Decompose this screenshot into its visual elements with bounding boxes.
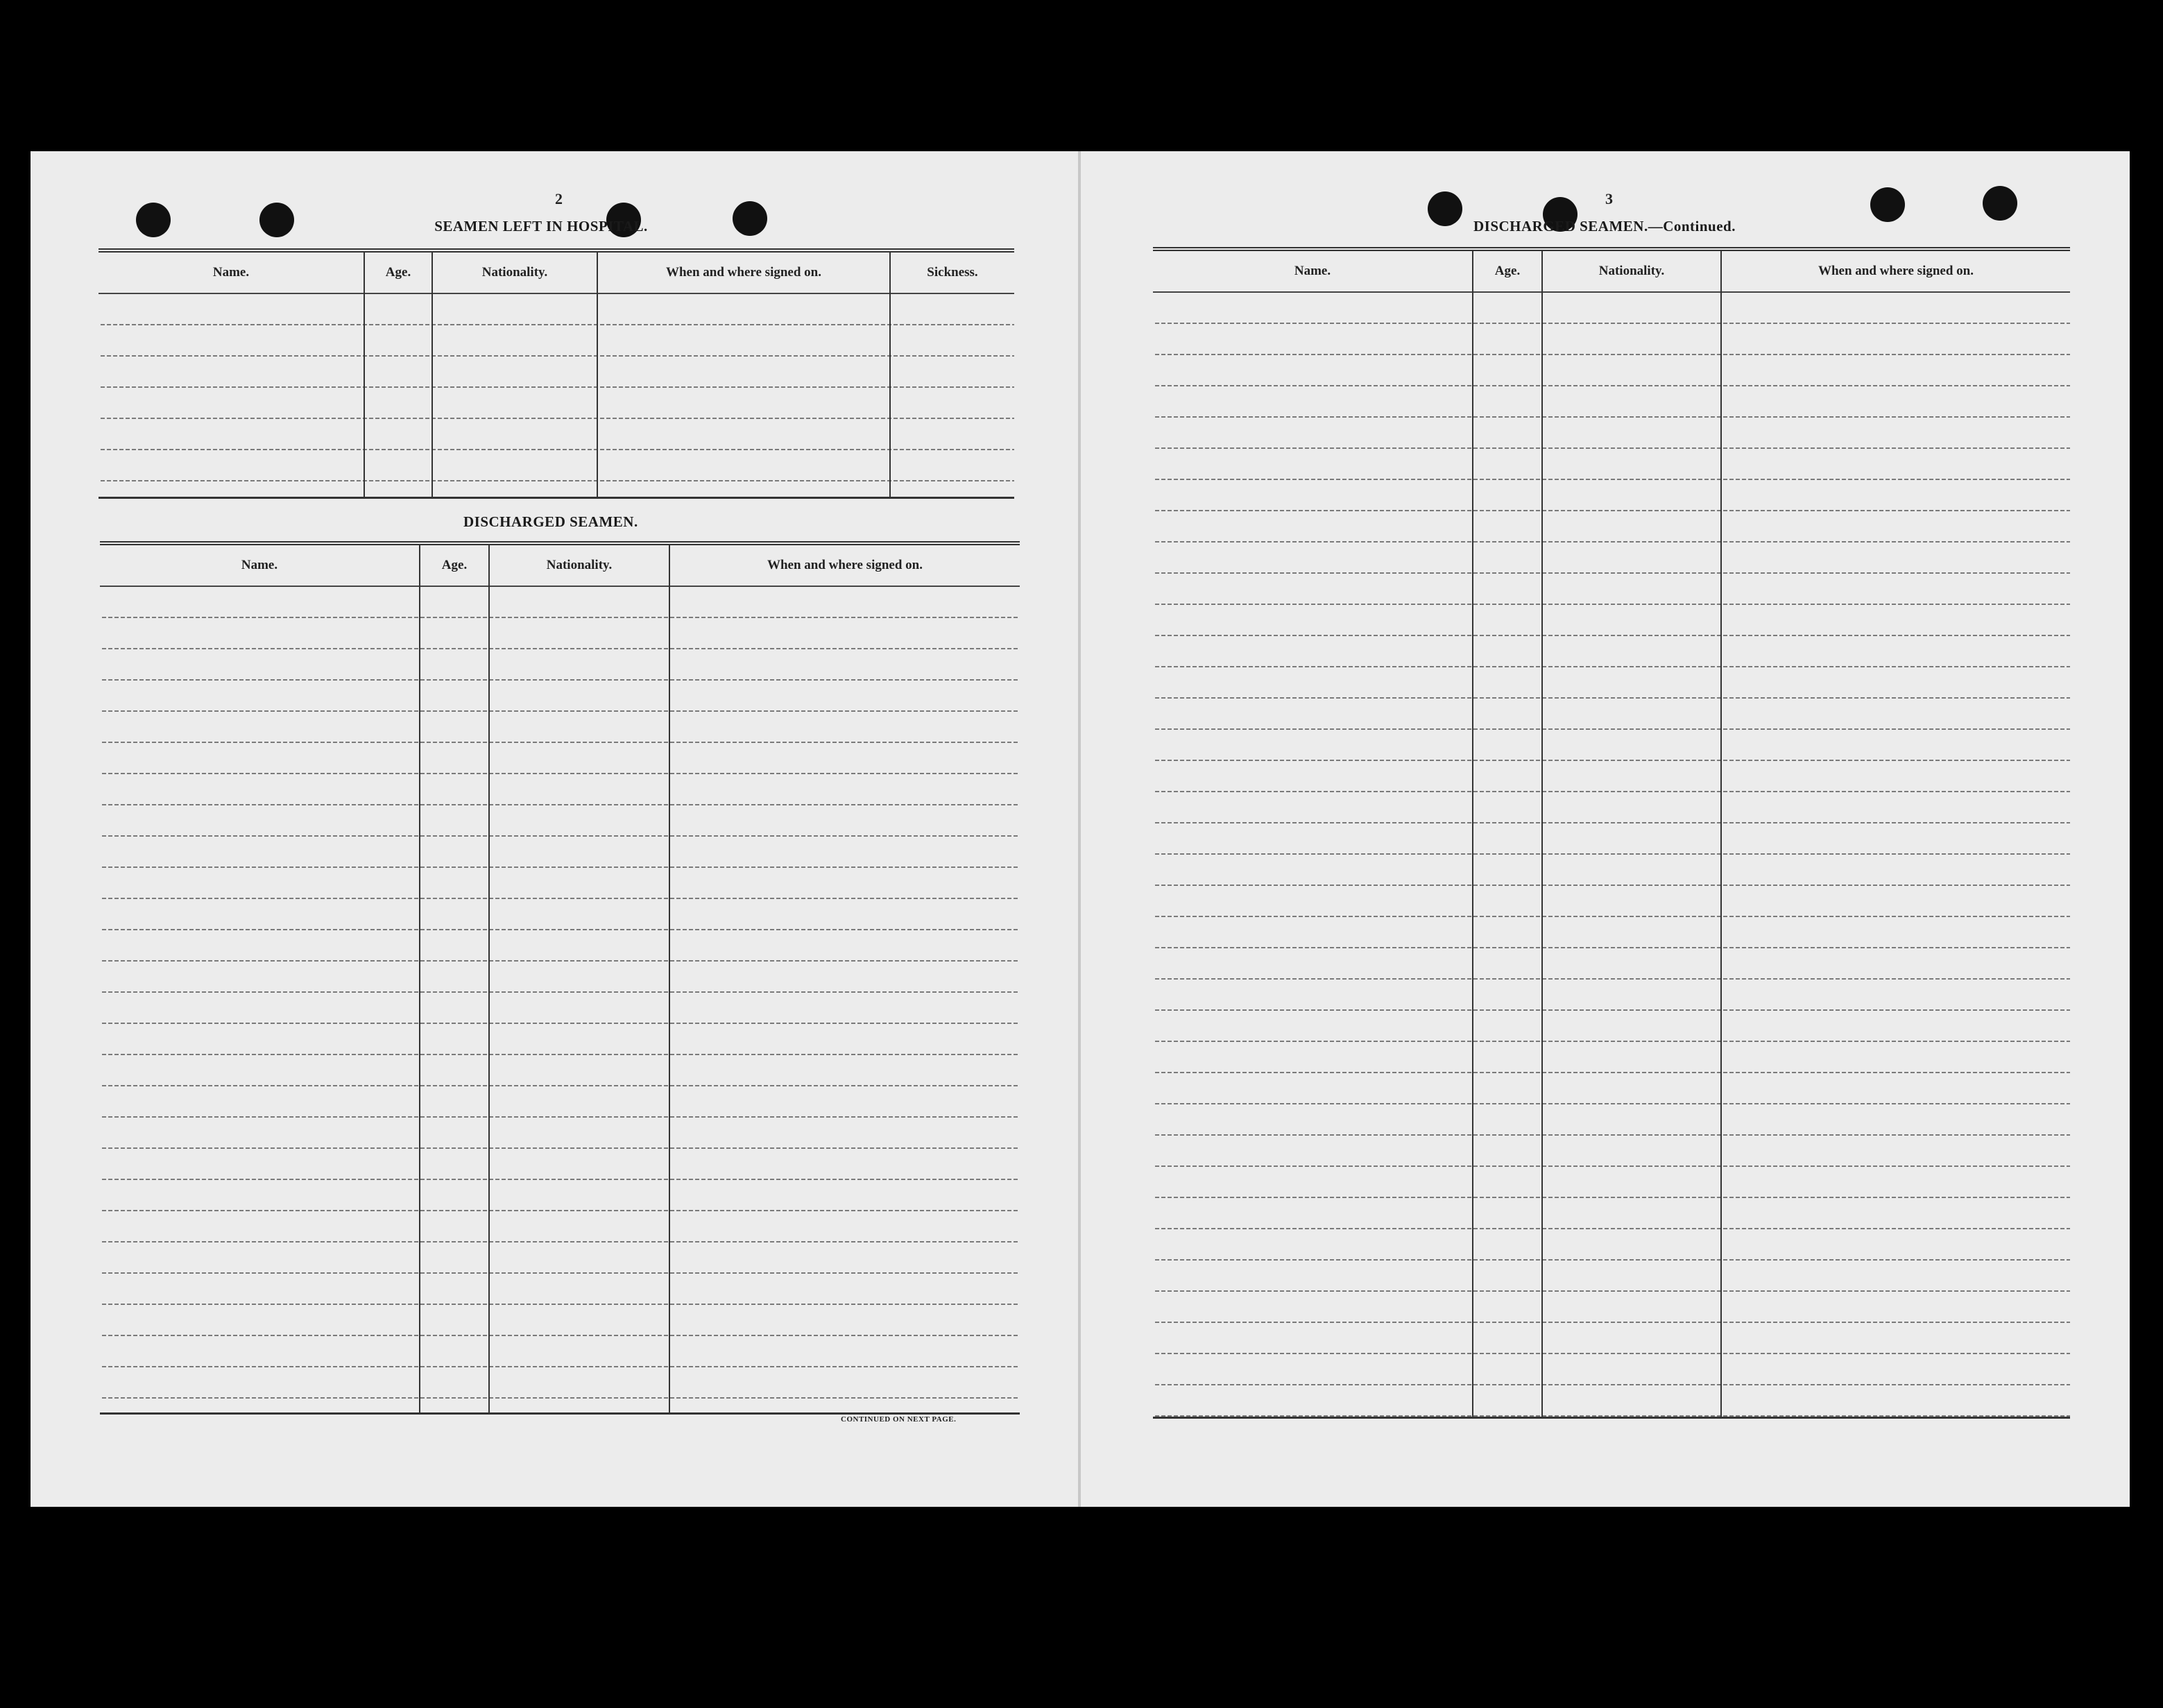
column-header-age: Age. [385, 265, 411, 280]
discharged-continued-table [1153, 247, 2070, 1419]
discharged-section-title: DISCHARGED SEAMEN. [463, 513, 638, 530]
column-header-signed-on: When and where signed on. [767, 558, 923, 572]
column-rule [431, 253, 433, 497]
punch-hole [1983, 186, 2017, 221]
discharged-table-header [100, 545, 1020, 587]
punch-hole [1870, 187, 1905, 222]
column-header-age: Age. [441, 558, 468, 572]
discharged-continued-title: DISCHARGED SEAMEN.—Continued. [1473, 218, 1736, 234]
discharged-continued-table-header [1153, 251, 2070, 293]
column-rule [1472, 251, 1473, 1417]
punch-hole [1428, 191, 1462, 226]
column-header-name: Name. [212, 265, 250, 280]
hospital-table-rows [99, 294, 1014, 497]
page-number: 2 [555, 190, 563, 207]
discharged-continued-table-rows [1153, 293, 2070, 1417]
column-rule [419, 545, 420, 1412]
column-rule [1541, 251, 1543, 1417]
discharged-table-rows [100, 587, 1020, 1412]
hospital-section-title: SEAMEN LEFT IN HOSPITAL. [434, 218, 648, 234]
column-rule [889, 253, 891, 497]
column-header-age: Age. [1494, 264, 1521, 278]
column-header-nationality: Nationality. [546, 558, 613, 572]
column-header-signed-on: When and where signed on. [665, 265, 821, 280]
column-header-sickness: Sickness. [927, 265, 978, 280]
hospital-table-header [99, 253, 1014, 294]
column-header-name: Name. [1294, 264, 1331, 278]
discharged-table [100, 541, 1020, 1415]
column-rule [364, 253, 365, 497]
column-rule [669, 545, 670, 1412]
right-page [1081, 151, 2130, 1507]
column-header-nationality: Nationality. [1598, 264, 1665, 278]
column-header-signed-on: When and where signed on. [1818, 264, 1974, 278]
column-rule [597, 253, 598, 497]
continued-note: CONTINUED ON NEXT PAGE. [841, 1415, 957, 1424]
scanned-document [31, 151, 2130, 1507]
column-rule [1720, 251, 1722, 1417]
left-page [31, 151, 1079, 1507]
page-number: 3 [1605, 190, 1613, 207]
column-rule [488, 545, 490, 1412]
column-header-name: Name. [241, 558, 278, 572]
hospital-table [99, 248, 1014, 499]
column-header-nationality: Nationality. [481, 265, 548, 280]
